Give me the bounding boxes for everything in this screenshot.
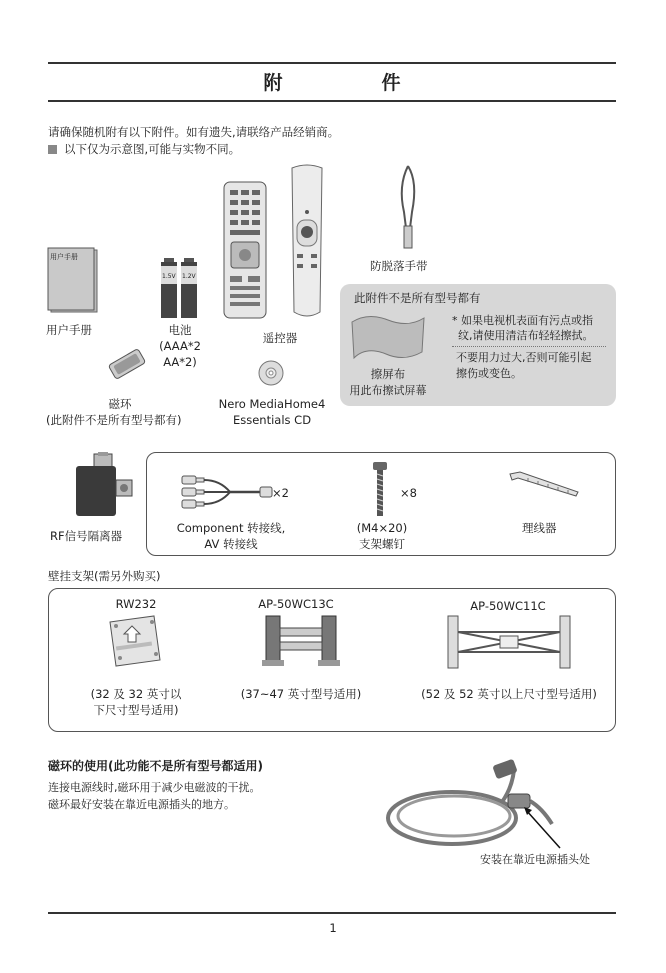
manual-cover-text: 用户手册 (50, 253, 78, 261)
battery-label: 电池 (168, 323, 192, 337)
cloth-note-1a: * 如果电视机表面有污点或指 (452, 314, 593, 327)
mount-model-ap50wc13c: AP-50WC13C (258, 597, 334, 611)
screw-label-2: 支架螺钉 (359, 537, 405, 551)
remote-label: 遥控器 (262, 331, 298, 345)
magic-remote-icon (286, 162, 328, 320)
battery-cell1: 1.5V (162, 273, 176, 280)
cd-label-2: Essentials CD (232, 413, 312, 427)
rf-label: RF信号隔离器 (50, 529, 123, 543)
ferrite-line-2: 磁环最好安装在靠近电源插头的地方。 (48, 798, 235, 811)
mount-model-ap50wc11c: AP-50WC11C (470, 599, 546, 613)
strap-label: 防脱落手带 (370, 259, 428, 273)
cable-label-1: Component 转接线, (176, 521, 286, 535)
wall-mount-heading: 壁挂支架(需另外购买) (48, 569, 161, 583)
cloth-note-2a: 不要用力过大,否则可能引起 (456, 351, 592, 364)
cleaning-cloth-icon (348, 312, 428, 364)
ferrite-heading: 磁环的使用(此功能不是所有型号都适用) (48, 759, 263, 773)
wall-bracket-rw232-icon (102, 612, 166, 670)
cable-label-2: AV 转接线 (204, 537, 258, 551)
mount-model-rw232: RW232 (115, 597, 157, 611)
power-cord-with-core-icon (382, 758, 602, 854)
cd-label-1: Nero MediaHome4 (218, 397, 326, 411)
cloth-sublabel: 用此布擦试屏幕 (349, 384, 427, 397)
holder-label: 理线器 (522, 521, 557, 535)
cd-icon (258, 360, 284, 386)
footer-rule (48, 912, 616, 914)
ferrite-core-icon (104, 346, 150, 382)
core-note: (此附件不是所有型号都有) (46, 413, 182, 427)
battery-spec1: (AAA*2 (159, 339, 201, 353)
mount-desc-ap50wc13c: (37~47 英寸型号适用) (240, 687, 362, 701)
header-bottom-rule (48, 100, 616, 102)
screw-qty: ×8 (400, 486, 417, 500)
remote-control-icon (222, 180, 268, 320)
page-title: 附 件 (263, 72, 441, 94)
manual-label: 用户手册 (46, 323, 92, 337)
rf-isolator-icon (72, 452, 136, 520)
screw-icon (372, 462, 388, 518)
intro-text: 请确保随机附有以下附件。如有遗失,请联络产品经销商。 (48, 125, 340, 139)
battery-spec2: AA*2) (163, 355, 197, 369)
strap-icon (394, 162, 422, 252)
screw-label-1: (M4×20) (356, 521, 408, 535)
wall-bracket-ap50wc13c-icon (260, 612, 346, 668)
ferrite-line-1: 连接电源线时,磁环用于减少电磁波的干扰。 (48, 781, 261, 794)
cloth-note-1b: 纹,请使用清洁布轻轻擦拭。 (458, 329, 594, 342)
page-number: 1 (329, 921, 337, 935)
mount-desc-ap50wc11c: (52 及 52 英寸以上尺寸型号适用) (421, 687, 597, 701)
header-top-rule (48, 62, 616, 64)
cloth-label: 擦屏布 (370, 367, 406, 381)
cloth-note-2b: 擦伤或变色。 (456, 367, 522, 380)
cloth-note-divider (452, 346, 606, 347)
mount-desc-rw232-1: (32 及 32 英寸以 (90, 687, 182, 701)
battery-cell2: 1.2V (182, 273, 196, 280)
wall-bracket-ap50wc11c-icon (440, 612, 578, 672)
cable-qty: ×2 (272, 486, 289, 500)
cloth-panel-heading: 此附件不是所有型号都有 (354, 291, 481, 305)
mount-desc-rw232-2: 下尺寸型号适用) (93, 703, 179, 717)
core-label: 磁环 (108, 397, 132, 411)
ferrite-callout: 安装在靠近电源插头处 (480, 853, 590, 866)
battery-icon (160, 258, 200, 318)
component-cable-icon (180, 474, 276, 510)
square-bullet-icon (48, 145, 57, 154)
cable-holder-icon (506, 470, 582, 498)
intro-note: 以下仅为示意图,可能与实物不同。 (64, 142, 241, 156)
